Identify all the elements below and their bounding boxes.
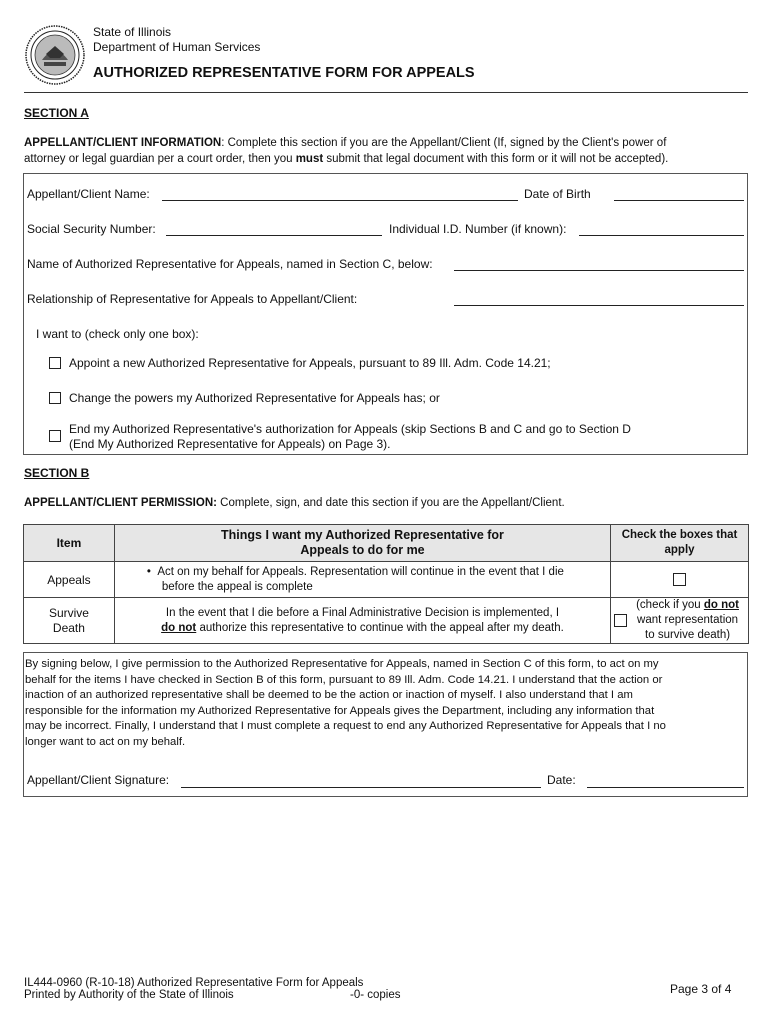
dob-label: Date of Birth	[524, 187, 591, 201]
appoint-new-checkbox[interactable]	[49, 357, 61, 369]
col-check-header: Check the boxes that apply	[611, 525, 749, 562]
client-name-field[interactable]	[162, 200, 518, 201]
state-seal-icon	[24, 24, 86, 86]
footer-printed-by: Printed by Authority of the State of Illinois	[24, 989, 234, 1001]
ssn-field[interactable]	[166, 235, 382, 236]
footer-copies: -0- copies	[350, 989, 401, 1001]
individual-id-label: Individual I.D. Number (if known):	[389, 222, 567, 236]
agency-department: Department of Human Services	[93, 40, 261, 54]
row-appeals-item: Appeals	[24, 562, 115, 598]
col-things-header: Things I want my Authorized Representative for Appeals to do for me	[114, 525, 610, 562]
table-row	[24, 598, 749, 644]
rep-name-field[interactable]	[454, 270, 744, 271]
title-rule	[24, 92, 748, 93]
end-authorization-label-cont: (End My Authorized Representative for Appeals) on Page 3).	[69, 437, 391, 451]
section-b-heading: SECTION B	[24, 466, 90, 480]
change-powers-checkbox[interactable]	[49, 392, 61, 404]
row-survive-text: In the event that I die before a Final Administrative Decision is implemented, I do not authorize this representative to continue with the appeal after my death.	[114, 598, 610, 644]
section-a-intro-line1: APPELLANT/CLIENT INFORMATION: Complete this section if you are the Appellant/Client (If, signed by the Client's power of	[24, 137, 667, 149]
signature-label: Appellant/Client Signature:	[27, 773, 170, 787]
footer-form-number: IL444-0960 (R-10-18) Authorized Representative Form for Appeals	[24, 977, 364, 989]
appeals-checkbox[interactable]	[673, 573, 686, 586]
appoint-new-label: Appoint a new Authorized Representative for Appeals, pursuant to 89 Ill. Adm. Code 14.21;	[69, 356, 551, 370]
change-powers-label: Change the powers my Authorized Representative for Appeals has; or	[69, 391, 440, 405]
section-a-box	[23, 173, 748, 455]
row-appeals-text: • Act on my behalf for Appeals. Representation will continue in the event that I die before the appeal is complete	[114, 562, 610, 598]
survive-death-checkbox[interactable]	[614, 614, 627, 627]
permissions-table	[23, 524, 749, 644]
signature-field[interactable]	[181, 787, 541, 788]
section-b-intro: APPELLANT/CLIENT PERMISSION: Complete, sign, and date this section if you are the Appellant/Client.	[24, 497, 565, 509]
permission-statement: By signing below, I give permission to the Authorized Representative for Appeals, named in Section C of this form, to act on my behalf for the items I have checked in Section B of this form, pursuant to 89 Ill. Adm. Code 14.21. I understand that the action or inaction of an authorized representative shall be deemed to be the action or inaction of myself. I also understand that I am responsible for the information my Authorized Representative for Appeals gives the Department, including any information that may be incorrect. Finally, I understand that I must complete a request to end any Authorized Representative for Appeals that I no longer want to act on my behalf.	[25, 658, 666, 748]
relationship-field[interactable]	[454, 305, 744, 306]
ssn-label: Social Security Number:	[27, 222, 156, 236]
check-intro: I want to (check only one box):	[36, 327, 199, 341]
form-title: AUTHORIZED REPRESENTATIVE FORM FOR APPEALS	[93, 65, 475, 81]
individual-id-field[interactable]	[579, 235, 744, 236]
footer-page-number: Page 3 of 4	[670, 982, 732, 996]
rep-name-label: Name of Authorized Representative for Appeals, named in Section C, below:	[27, 257, 433, 271]
section-a-intro-line2: attorney or legal guardian per a court order, then you must submit that legal document with this form or it will not be accepted).	[24, 153, 669, 165]
agency-state: State of Illinois	[93, 25, 172, 39]
dob-field[interactable]	[614, 200, 744, 201]
client-name-label: Appellant/Client Name:	[27, 187, 150, 201]
table-row	[24, 562, 749, 598]
relationship-label: Relationship of Representative for Appeals to Appellant/Client:	[27, 292, 358, 306]
row-survive-check-cell: (check if you do not want representation to survive death)	[611, 598, 749, 644]
section-a-heading: SECTION A	[24, 106, 89, 120]
row-survive-item: Survive Death	[24, 598, 115, 644]
row-appeals-check-cell	[611, 562, 749, 598]
signature-date-label: Date:	[547, 773, 576, 787]
col-item-header: Item	[24, 525, 115, 562]
end-authorization-checkbox[interactable]	[49, 430, 61, 442]
signature-date-field[interactable]	[587, 787, 744, 788]
end-authorization-label: End my Authorized Representative's authorization for Appeals (skip Sections B and C and go to Section D	[69, 422, 631, 436]
